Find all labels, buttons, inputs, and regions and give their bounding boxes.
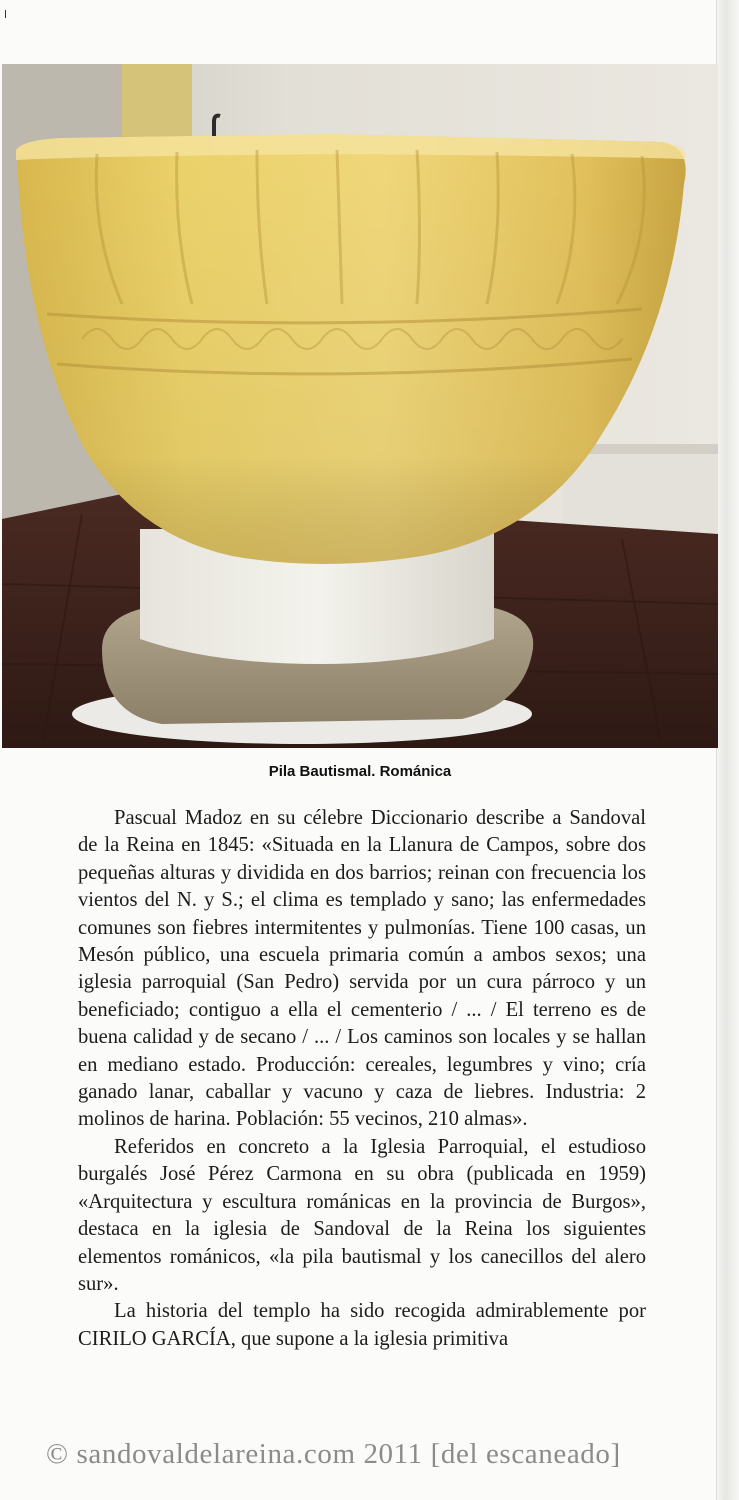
copyright-watermark: © sandovaldelareina.com 2011 [del escaneado] [46, 1438, 621, 1470]
scan-mark [5, 10, 6, 18]
baptismal-font-photo [2, 64, 718, 748]
photo-caption: Pila Bautismal. Románica [268, 763, 452, 780]
paragraph: Referidos en concreto a la Iglesia Parroquial, el estudioso burgalés José Pérez Carmona en su obra (publicada en 1959) «Arquitectura y escultura románicas en la provincia de Burgos», destaca en la iglesia de Sandoval de la Reina los siguientes elementos románicos, «la pila bautismal y los canecillos del alero sur». [78, 1135, 646, 1295]
paragraph: Pascual Madoz en su célebre Diccionario describe a Sandoval de la Reina en 1845: «Situada en la Llanura de Campos, sobre dos pequeñas alturas y dividida en dos barrios; reinan con frecuencia los vientos del N. y S.; el clima es templado y sano; las enfermedades comunes son fiebres intermitentes y pulmonías. Tiene 100 casas, un Mesón público, una escuela primaria común a ambos sexos; una iglesia parroquial (San Pedro) servida por un cura párroco y un beneficiado; contiguo a ella el cementerio / ... / El terreno es de buena calidad y de secano / ... / Los caminos son locales y se hallan en mediano estado. Producción: cereales, legumbres y vino; cría ganado lanar, caballar y vacuno y caza de liebres. Industria: 2 molinos de harina. Población: 55 vecinos, 210 almas». [78, 807, 646, 1131]
body-text [78, 805, 646, 1353]
paragraph: La historia del templo ha sido recogida admirablemente por CIRILO GARCÍA, que supone a la iglesia primitiva [78, 1300, 646, 1350]
page-edge [716, 0, 739, 1500]
